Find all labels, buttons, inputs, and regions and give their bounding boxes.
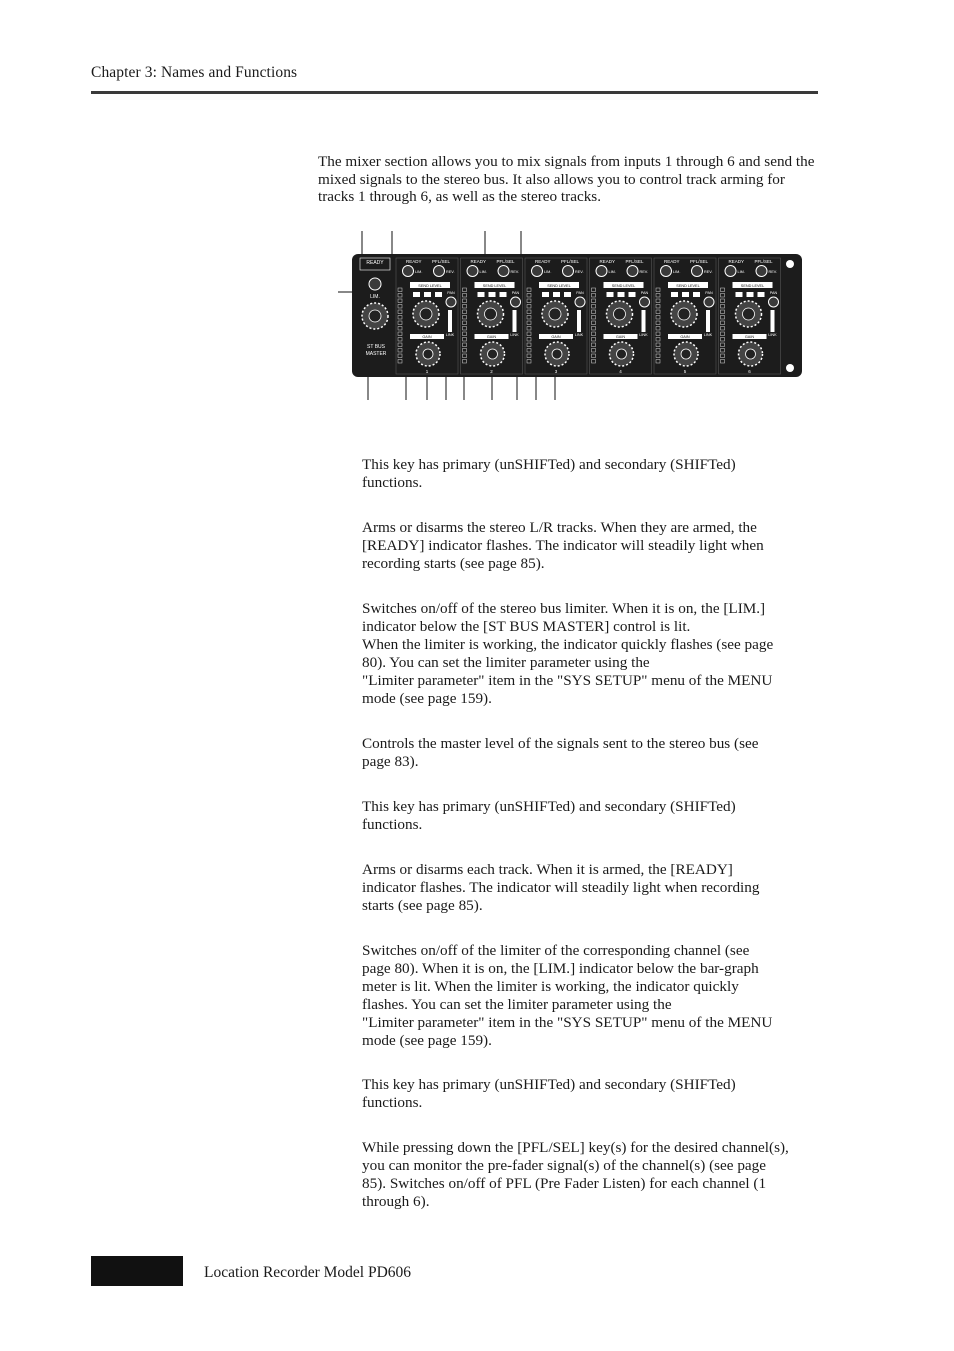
gain-knob-cap — [746, 349, 756, 359]
gain-label: GAIN — [744, 335, 755, 339]
master-label: MASTER — [365, 351, 387, 357]
pan-knob[interactable] — [511, 297, 521, 307]
paragraph-line: page 80). When it is on, the [LIM.] indicator below the bar-graph — [362, 959, 759, 977]
lim-label: LIM. — [415, 270, 423, 274]
paragraph-line: indicator below the [ST BUS MASTER] control is lit. — [362, 617, 691, 635]
pfl-sel-key[interactable] — [756, 266, 767, 277]
ready-key[interactable] — [467, 266, 478, 277]
rev-label: REV. — [446, 270, 455, 274]
ready-key[interactable] — [725, 266, 736, 277]
ready-key[interactable] — [532, 266, 543, 277]
ready-label: READY — [728, 259, 745, 264]
channel-number: 1 — [425, 369, 429, 374]
send-level-label: SEND LEVEL — [676, 283, 700, 288]
ready-key[interactable] — [596, 266, 607, 277]
lim-label: LIM. — [608, 270, 616, 274]
pan-knob[interactable] — [769, 297, 779, 307]
paragraph-line: This key has primary (unSHIFTed) and secondary (SHIFTed) — [362, 456, 736, 473]
master-lim-label: LIM. — [370, 294, 380, 300]
link-switch[interactable] — [642, 310, 646, 332]
paragraph-line: "Limiter parameter" item in the "SYS SETUP" menu of the MENU — [362, 671, 773, 689]
send-level-label: SEND LEVEL — [547, 283, 571, 288]
paragraph-line: While pressing down the [PFL/SEL] key(s) for the desired channel(s), — [362, 1139, 789, 1156]
gain-knob-cap — [617, 349, 627, 359]
bus-select-key[interactable] — [671, 292, 678, 297]
send-level-knob-cap — [614, 308, 626, 320]
paragraph-line: functions. — [362, 473, 423, 491]
gain-knob-cap — [488, 349, 498, 359]
paragraph-line: functions. — [362, 1093, 423, 1111]
channel-number: 2 — [490, 369, 493, 374]
bus-select-key[interactable] — [629, 292, 636, 297]
description-paragraph — [362, 1076, 824, 1112]
bus-select-key[interactable] — [693, 292, 700, 297]
gain-knob-cap — [423, 349, 433, 359]
link-label: LINK — [445, 333, 455, 337]
paragraph-line: Controls the master level of the signals sent to the stereo bus (see — [362, 735, 759, 752]
send-level-knob-cap — [743, 308, 755, 320]
paragraph-line: recording starts (see page 85). — [362, 554, 545, 572]
pfl-sel-key[interactable] — [692, 266, 703, 277]
description-paragraph — [362, 1139, 824, 1211]
panel-screw-icon — [786, 364, 794, 372]
bus-select-key[interactable] — [500, 292, 507, 297]
pan-label: PAN — [705, 291, 713, 295]
bus-select-key[interactable] — [435, 292, 442, 297]
lim-label: LIM. — [544, 270, 552, 274]
rev-label: REV. — [510, 270, 520, 274]
ready-key[interactable] — [661, 266, 672, 277]
paragraph-line: mode (see page 159). — [362, 689, 492, 707]
paragraph-line: Arms or disarms each track. When it is armed, the [READY] — [362, 861, 733, 878]
bus-select-key[interactable] — [747, 292, 754, 297]
bus-select-key[interactable] — [682, 292, 689, 297]
pfl-sel-label: PFL/SEL — [690, 259, 709, 264]
send-level-knob-cap — [678, 308, 690, 320]
send-level-label: SEND LEVEL — [611, 283, 636, 288]
pan-label: PAN — [447, 291, 455, 295]
bus-select-key[interactable] — [413, 292, 420, 297]
bus-select-key[interactable] — [618, 292, 625, 297]
rev-label: REV. — [575, 270, 584, 274]
bus-select-key[interactable] — [478, 292, 485, 297]
link-label: LINK — [768, 333, 777, 337]
lim-label: LIM. — [737, 270, 745, 274]
link-switch[interactable] — [771, 310, 775, 332]
pfl-sel-label: PFL/SEL — [754, 259, 773, 264]
ready-label: READY — [470, 259, 487, 264]
paragraph-line: mode (see page 159). — [362, 1031, 492, 1049]
paragraph-line: This key has primary (unSHIFTed) and secondary (SHIFTed) — [362, 1076, 736, 1093]
bus-select-key[interactable] — [489, 292, 496, 297]
bus-select-key[interactable] — [553, 292, 560, 297]
description-paragraph — [362, 519, 824, 573]
footer-title: Location Recorder Model PD606 — [204, 1264, 412, 1281]
description-paragraph — [362, 861, 824, 915]
pfl-sel-label: PFL/SEL — [496, 259, 515, 264]
paragraph-line: Switches on/off of the stereo bus limiter. When it is on, the [LIM.] — [362, 600, 766, 617]
page-number-block — [91, 1256, 183, 1286]
send-level-label: SEND LEVEL — [418, 283, 442, 288]
paragraph-line: meter is lit. When the limiter is working, the indicator quickly — [362, 977, 739, 995]
channel-number: 6 — [748, 369, 751, 374]
rev-label: REV. — [768, 270, 778, 274]
pfl-sel-label: PFL/SEL — [625, 259, 644, 264]
pfl-sel-key[interactable] — [563, 266, 574, 277]
description-paragraph — [362, 600, 824, 707]
link-label: LINK — [574, 333, 584, 337]
ready-key[interactable] — [403, 266, 414, 277]
st-bus-label: ST BUS — [367, 344, 385, 350]
paragraph-line: functions. — [362, 815, 423, 833]
link-label: LINK — [510, 333, 519, 337]
send-level-knob-cap — [420, 308, 432, 320]
bus-select-key[interactable] — [736, 292, 743, 297]
pfl-sel-key[interactable] — [434, 266, 445, 277]
gain-label: GAIN — [551, 335, 561, 339]
paragraph-line: This key has primary (unSHIFTed) and secondary (SHIFTed) — [362, 798, 736, 815]
description-paragraph — [362, 942, 824, 1049]
gain-label: GAIN — [422, 335, 432, 339]
lim-label: LIM. — [673, 270, 681, 274]
send-level-label: SEND LEVEL — [482, 283, 507, 288]
channel-number: 5 — [683, 369, 687, 374]
send-level-knob-cap — [549, 308, 561, 320]
description-paragraph — [362, 798, 824, 834]
bus-select-key[interactable] — [758, 292, 765, 297]
pfl-sel-label: PFL/SEL — [432, 259, 451, 264]
rev-label: REV. — [704, 270, 713, 274]
header-rule — [91, 91, 818, 94]
bus-select-key[interactable] — [542, 292, 549, 297]
ready-label: READY — [599, 259, 616, 264]
link-switch[interactable] — [577, 310, 581, 332]
paragraph-line: you can monitor the pre-fader signal(s) of the channel(s) (see page — [362, 1156, 766, 1174]
paragraph-line: Switches on/off of the limiter of the corresponding channel (see — [362, 942, 750, 959]
gain-label: GAIN — [615, 335, 626, 339]
pfl-sel-key[interactable] — [627, 266, 638, 277]
link-label: LINK — [639, 333, 648, 337]
link-label: LINK — [703, 333, 713, 337]
pan-label: PAN — [576, 291, 584, 295]
description-paragraph — [362, 456, 824, 492]
paragraph-line: [READY] indicator flashes. The indicator will steadily light when — [362, 536, 764, 554]
paragraph-line: starts (see page 85). — [362, 896, 483, 914]
paragraph-line: page 83). — [362, 752, 419, 770]
link-switch[interactable] — [448, 310, 452, 332]
send-level-knob-cap — [485, 308, 497, 320]
bus-select-key[interactable] — [424, 292, 431, 297]
channel-number: 3 — [554, 369, 558, 374]
chapter-header: Chapter 3: Names and Functions — [91, 64, 298, 81]
lim-label: LIM. — [479, 270, 487, 274]
pan-knob[interactable] — [575, 297, 585, 307]
gain-label: GAIN — [680, 335, 690, 339]
gain-knob-cap — [681, 349, 691, 359]
pan-knob[interactable] — [704, 297, 714, 307]
paragraph-line: "Limiter parameter" item in the "SYS SETUP" menu of the MENU — [362, 1013, 773, 1031]
pfl-sel-key[interactable] — [498, 266, 509, 277]
pan-label: PAN — [511, 291, 520, 295]
paragraph-line: 80). You can set the limiter parameter using the — [362, 653, 650, 671]
panel-screw-icon — [786, 260, 794, 268]
pfl-sel-label: PFL/SEL — [561, 259, 580, 264]
paragraph-line: through 6). — [362, 1192, 430, 1210]
pan-label: PAN — [769, 291, 778, 295]
ready-label: READY — [406, 259, 422, 264]
mixer-panel-figure — [330, 228, 805, 406]
paragraph-line: When the limiter is working, the indicator quickly flashes (see page — [362, 635, 774, 653]
description-paragraph — [362, 735, 824, 771]
pan-knob[interactable] — [640, 297, 650, 307]
intro-paragraph: The mixer section allows you to mix signals from inputs 1 through 6 and send the mixed signals to the stereo bus. It also allows you to control track arming for tracks 1 through 6, as well as the stereo tracks. — [318, 153, 815, 206]
link-switch[interactable] — [513, 310, 517, 332]
gain-knob-cap — [552, 349, 562, 359]
channel-number: 4 — [619, 369, 622, 374]
pan-knob[interactable] — [446, 297, 456, 307]
paragraph-line: Arms or disarms the stereo L/R tracks. When they are armed, the — [362, 519, 757, 536]
rev-label: REV. — [639, 270, 649, 274]
ready-label: READY — [535, 259, 551, 264]
bus-select-key[interactable] — [607, 292, 614, 297]
send-level-label: SEND LEVEL — [740, 283, 765, 288]
paragraph-line: indicator flashes. The indicator will steadily light when recording — [362, 878, 760, 896]
gain-label: GAIN — [486, 335, 497, 339]
link-switch[interactable] — [706, 310, 710, 332]
ready-label: READY — [664, 259, 680, 264]
paragraph-line: 85). Switches on/off of PFL (Pre Fader Listen) for each channel (1 — [362, 1174, 767, 1192]
bus-select-key[interactable] — [564, 292, 571, 297]
master-ready-key[interactable] — [369, 278, 381, 290]
master-ready-label: READY — [366, 260, 384, 266]
pan-label: PAN — [640, 291, 649, 295]
paragraph-line: flashes. You can set the limiter parameter using the — [362, 995, 672, 1013]
